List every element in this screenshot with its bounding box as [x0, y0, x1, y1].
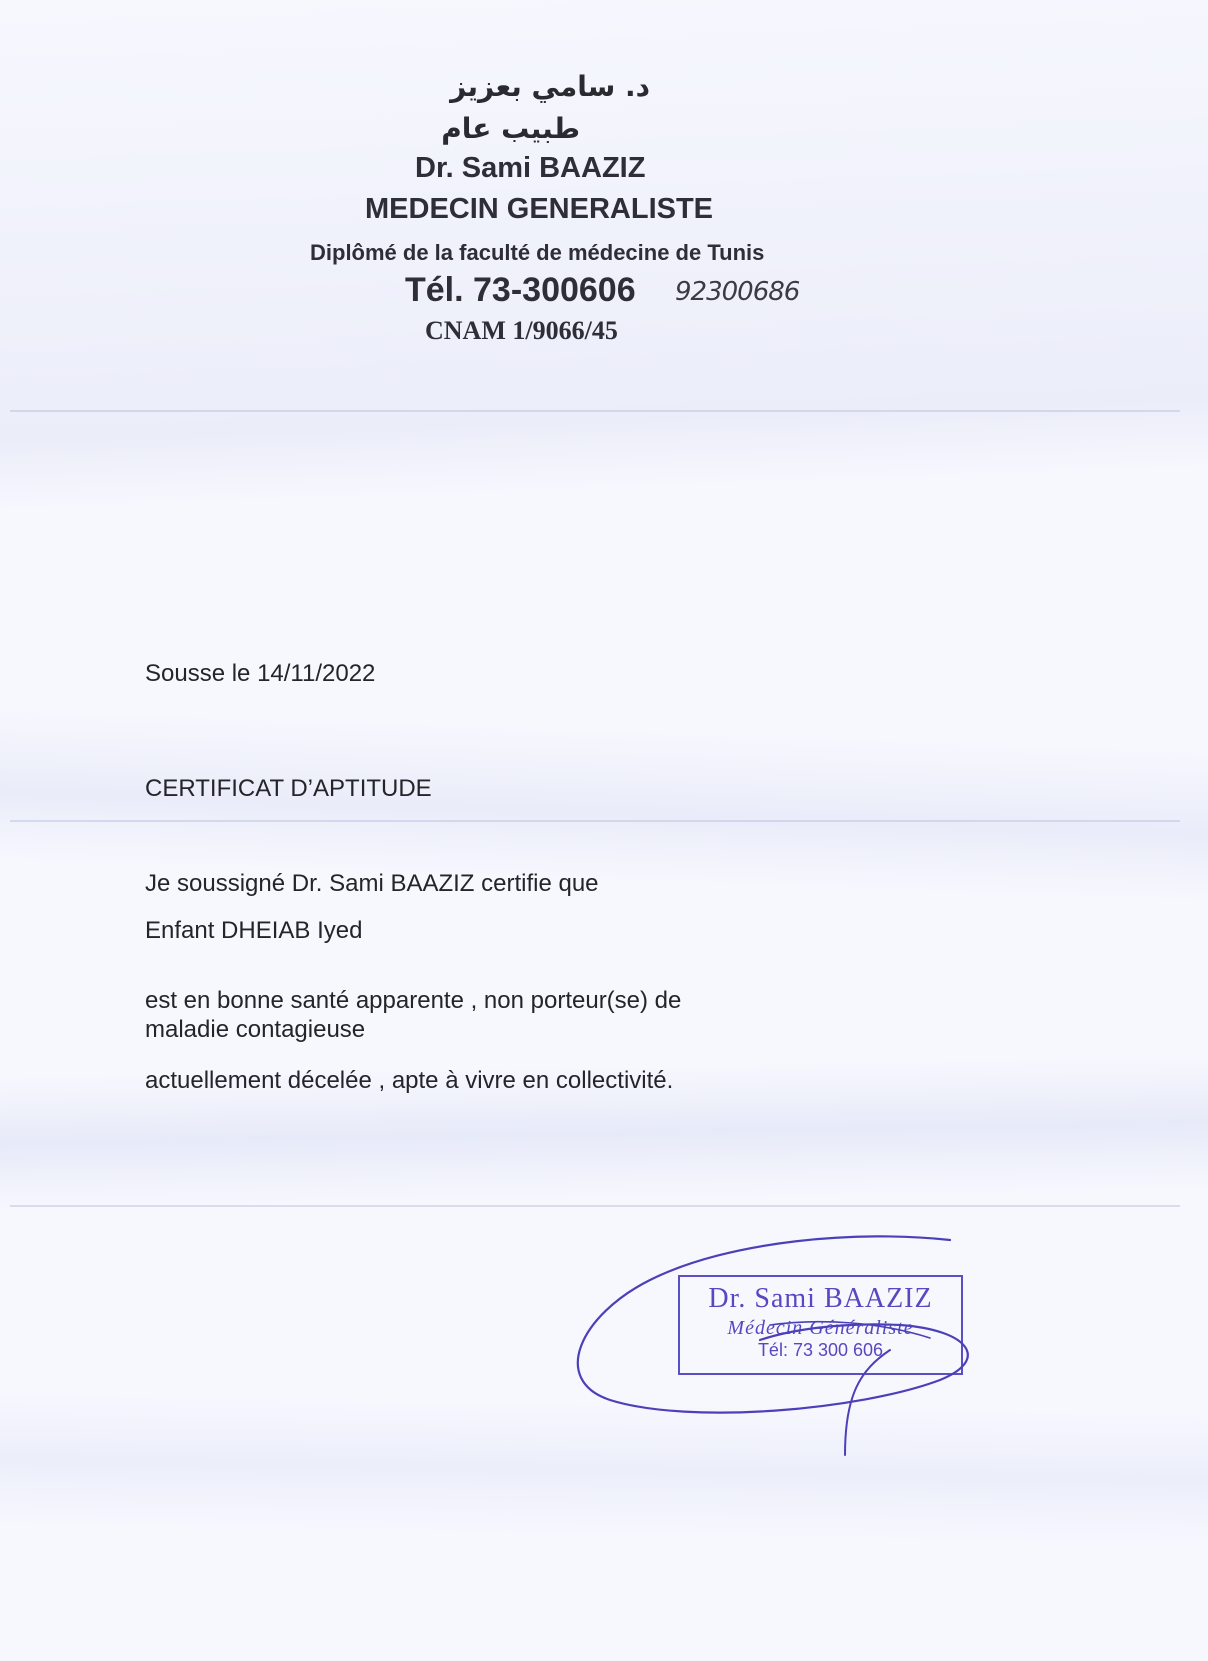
statement-line: actuellement décelée , apte à vivre en collectivité. — [145, 1067, 674, 1094]
stamp-name: Dr. Sami BAAZIZ — [708, 1283, 933, 1314]
signature — [560, 1230, 1020, 1460]
arabic-doctor-title: طبيب عام — [441, 112, 580, 145]
stamp-role: Médecin Généraliste — [727, 1317, 914, 1339]
place-date: Sousse le 14/11/2022 — [145, 660, 376, 687]
certificate-heading: CERTIFICAT D’APTITUDE — [145, 775, 432, 802]
patient-name: Enfant DHEIAB Iyed — [145, 917, 363, 944]
doctor-name: Dr. Sami BAAZIZ — [415, 152, 646, 184]
doctor-title: MEDECIN GENERALISTE — [365, 193, 714, 225]
paper-fold — [10, 410, 1180, 412]
cnam-number: CNAM 1/9066/45 — [425, 316, 618, 345]
phone-number: Tél. 73-300606 — [405, 271, 636, 309]
statement-line: maladie contagieuse — [145, 1016, 366, 1043]
paper-fold — [10, 820, 1180, 822]
handwritten-phone: 92300686 — [675, 277, 800, 307]
paper-fold — [10, 1205, 1180, 1207]
diploma-line: Diplômé de la faculté de médecine de Tunis — [310, 240, 765, 265]
certification-line: Je soussigné Dr. Sami BAAZIZ certifie que — [145, 870, 599, 897]
statement-line: est en bonne santé apparente , non porteur(se) de — [145, 987, 682, 1014]
arabic-doctor-name: د. سامي بعزيز — [450, 70, 650, 103]
stamp-phone: Tél: 73 300 606 — [757, 1340, 884, 1360]
